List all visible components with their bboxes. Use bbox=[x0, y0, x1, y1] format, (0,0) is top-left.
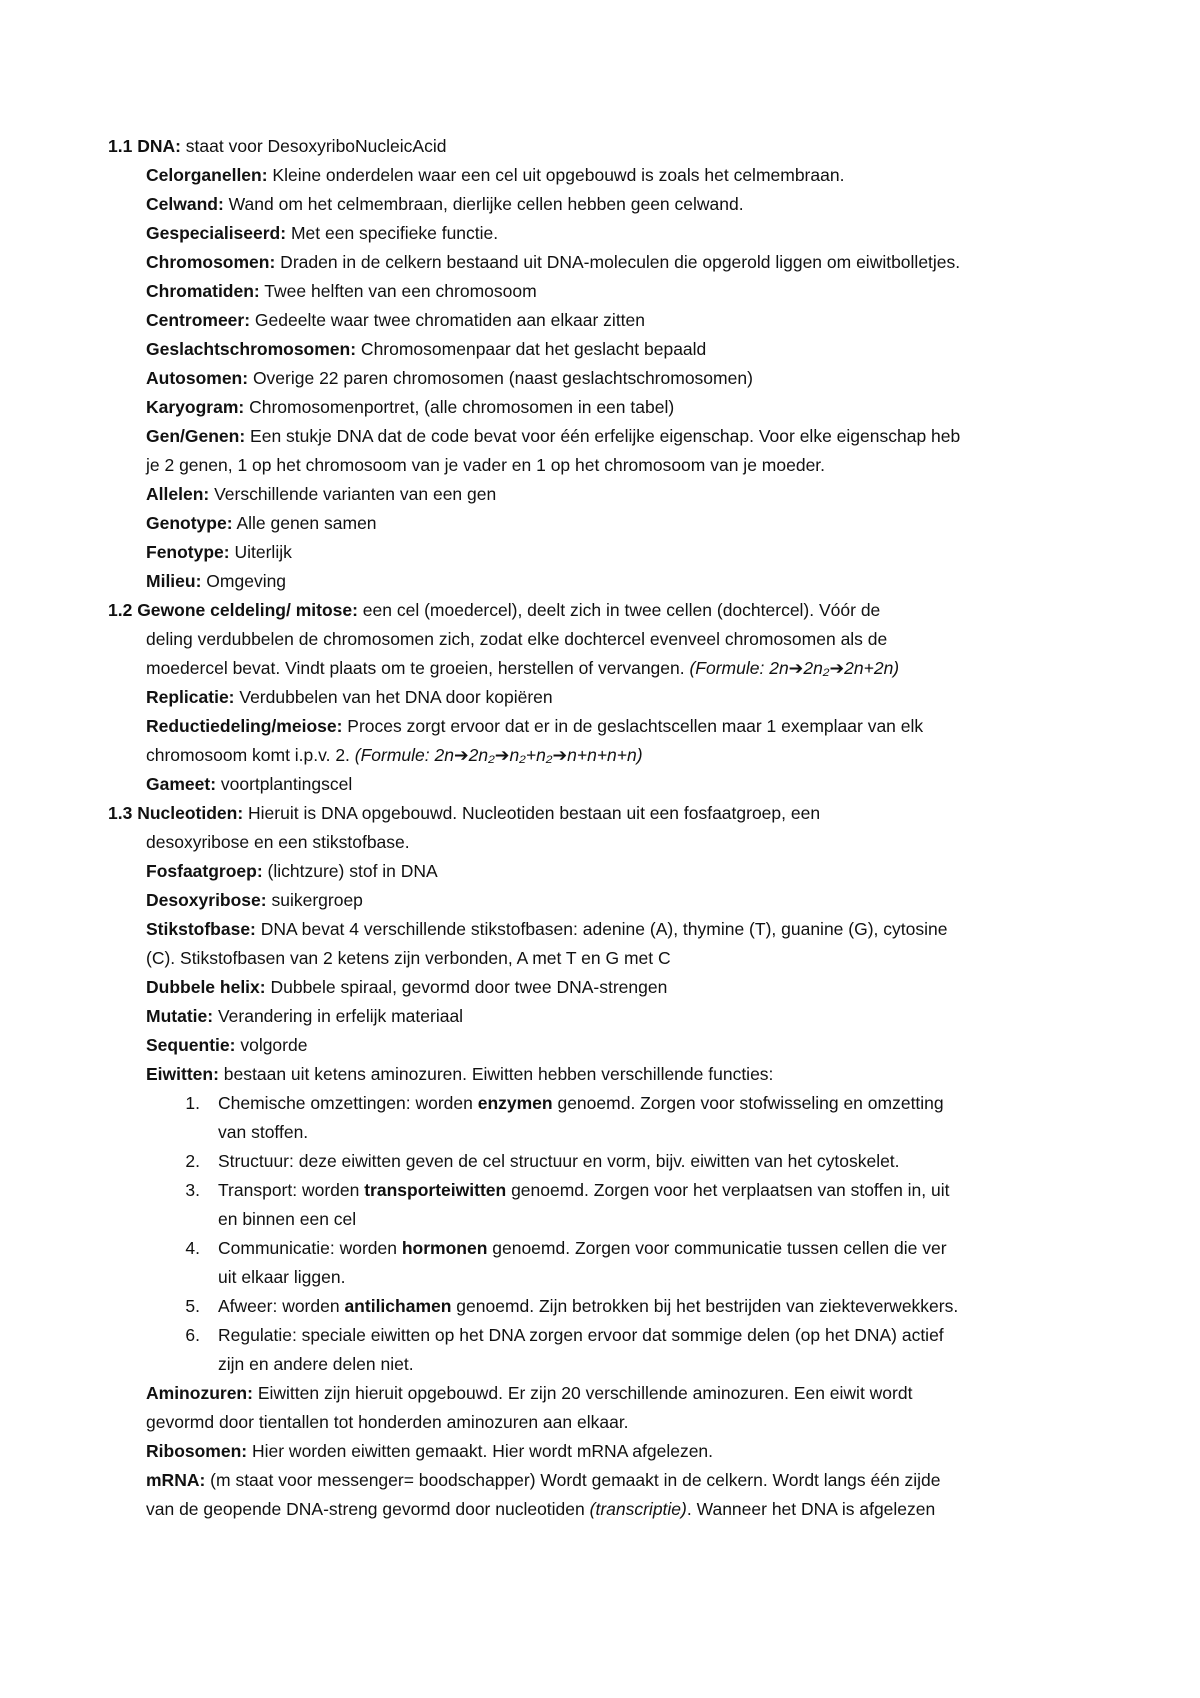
text-line bbox=[146, 974, 667, 1000]
list-number: 6. bbox=[185, 1325, 200, 1345]
list-number: 1. bbox=[185, 1093, 200, 1113]
bold-term: Geslachtschromosomen: bbox=[146, 339, 357, 359]
text-span: Omgeving bbox=[201, 571, 287, 591]
text-span: . Wanneer het DNA is afgelezen bbox=[686, 1499, 936, 1519]
bold-term: Sequentie: bbox=[146, 1035, 236, 1055]
text-line bbox=[146, 423, 960, 449]
text-span: Dubbele spiraal, gevormd door twee DNA-strengen bbox=[265, 977, 668, 997]
text-span: Chromosomenpaar dat het geslacht bepaald bbox=[356, 339, 707, 359]
text-span: deling verdubbelen de chromosomen zich, zodat elke dochtercel evenveel chromosomen als de bbox=[146, 629, 888, 649]
bold-term: 1.2 Gewone celdeling/ mitose: bbox=[108, 600, 358, 620]
text-span: suikergroep bbox=[266, 890, 363, 910]
bold-term: Genotype: bbox=[146, 513, 233, 533]
bold-term: Autosomen: bbox=[146, 368, 249, 388]
text-span: Kleine onderdelen waar een cel uit opgebouwd is zoals het celmembraan. bbox=[267, 165, 845, 185]
text-line bbox=[108, 597, 880, 623]
text-span: je 2 genen, 1 op het chromosoom van je vader en 1 op het chromosoom van je moeder. bbox=[146, 455, 826, 475]
text-span: voortplantingscel bbox=[216, 774, 353, 794]
text-line bbox=[146, 539, 292, 565]
text-span: Proces zorgt ervoor dat er in de geslachtscellen maar 1 exemplaar van elk bbox=[342, 716, 924, 736]
text-span: Draden in de celkern bestaand uit DNA-moleculen die opgerold liggen om eiwitbolletjes. bbox=[275, 252, 961, 272]
bold-term: Reductiedeling/meiose: bbox=[146, 716, 343, 736]
text-line bbox=[146, 1003, 463, 1029]
text-line bbox=[146, 829, 410, 855]
text-line bbox=[218, 1148, 900, 1174]
text-line bbox=[146, 336, 706, 362]
text-span: Hieruit is DNA opgebouwd. Nucleotiden bestaan uit een fosfaatgroep, een bbox=[243, 803, 821, 823]
text-span: Hier worden eiwitten gemaakt. Hier wordt mRNA afgelezen. bbox=[247, 1441, 714, 1461]
text-line bbox=[146, 945, 671, 971]
bold-term: hormonen bbox=[401, 1238, 488, 1258]
text-line bbox=[146, 684, 553, 710]
bold-term: Chromosomen: bbox=[146, 252, 276, 272]
text-line bbox=[146, 771, 352, 797]
text-span: gevormd door tientallen tot honderden aminozuren aan elkaar. bbox=[146, 1412, 629, 1432]
text-span: moedercel bevat. Vindt plaats om te groeien, herstellen of vervangen. bbox=[146, 658, 690, 678]
text-span: Chromosomenportret, (alle chromosomen in een tabel) bbox=[244, 397, 675, 417]
text-line bbox=[146, 1061, 773, 1087]
bold-term: Ribosomen: bbox=[146, 1441, 248, 1461]
bold-term: Stikstofbase: bbox=[146, 919, 256, 939]
text-line bbox=[108, 133, 446, 159]
bold-term: Allelen: bbox=[146, 484, 210, 504]
text-line bbox=[146, 481, 496, 507]
bold-term: Gameet: bbox=[146, 774, 217, 794]
text-line bbox=[146, 1380, 912, 1406]
text-span: Regulatie: speciale eiwitten op het DNA zorgen ervoor dat sommige delen (op het DNA) actief bbox=[218, 1325, 944, 1345]
bold-term: transporteiwitten bbox=[364, 1180, 507, 1200]
text-line bbox=[146, 887, 363, 913]
text-line bbox=[146, 1032, 307, 1058]
text-line bbox=[146, 278, 537, 304]
text-span: zijn en andere delen niet. bbox=[218, 1354, 414, 1374]
text-span: Twee helften van een chromosoom bbox=[259, 281, 537, 301]
italic-text: (Formule: 2n➔2n₂➔n₂+n₂➔n+n+n+n) bbox=[354, 745, 643, 765]
text-span: staat voor DesoxyriboNucleicAcid bbox=[180, 136, 447, 156]
text-line bbox=[218, 1177, 950, 1203]
bold-term: 1.3 Nucleotiden: bbox=[108, 803, 244, 823]
text-line bbox=[146, 1496, 935, 1522]
text-span: Verandering in erfelijk materiaal bbox=[213, 1006, 464, 1026]
text-line bbox=[146, 655, 899, 681]
text-line bbox=[218, 1090, 944, 1116]
bold-term: Chromatiden: bbox=[146, 281, 260, 301]
text-line bbox=[146, 742, 643, 768]
bold-term: enzymen bbox=[477, 1093, 553, 1113]
italic-text: (transcriptie) bbox=[589, 1499, 687, 1519]
text-line bbox=[146, 916, 947, 942]
bold-term: Fenotype: bbox=[146, 542, 230, 562]
bold-term: Celwand: bbox=[146, 194, 224, 214]
text-span: van de geopende DNA-streng gevormd door nucleotiden bbox=[146, 1499, 590, 1519]
text-line bbox=[146, 307, 645, 333]
text-span: genoemd. Zorgen voor het verplaatsen van stoffen in, uit bbox=[506, 1180, 950, 1200]
text-span: bestaan uit ketens aminozuren. Eiwitten hebben verschillende functies: bbox=[218, 1064, 774, 1084]
bold-term: Celorganellen: bbox=[146, 165, 268, 185]
bold-term: Desoxyribose: bbox=[146, 890, 267, 910]
text-line bbox=[218, 1322, 944, 1348]
text-line bbox=[146, 1467, 941, 1493]
bold-term: Dubbele helix: bbox=[146, 977, 266, 997]
text-line bbox=[146, 162, 844, 188]
text-line bbox=[146, 191, 744, 217]
text-line bbox=[146, 626, 887, 652]
text-span: Eiwitten zijn hieruit opgebouwd. Er zijn 20 verschillende aminozuren. Een eiwit wordt bbox=[252, 1383, 913, 1403]
bold-term: Aminozuren: bbox=[146, 1383, 253, 1403]
text-span: desoxyribose en een stikstofbase. bbox=[146, 832, 410, 852]
text-span: genoemd. Zijn betrokken bij het bestrijden van ziekteverwekkers. bbox=[451, 1296, 959, 1316]
text-line bbox=[146, 394, 674, 420]
bold-term: Karyogram: bbox=[146, 397, 245, 417]
text-span: Alle genen samen bbox=[232, 513, 377, 533]
text-line bbox=[108, 800, 820, 826]
text-span: Chemische omzettingen: worden bbox=[218, 1093, 478, 1113]
text-span: Overige 22 paren chromosomen (naast geslachtschromosomen) bbox=[248, 368, 753, 388]
text-span: en binnen een cel bbox=[218, 1209, 357, 1229]
text-line bbox=[146, 858, 438, 884]
text-span: DNA bevat 4 verschillende stikstofbasen: adenine (A), thymine (T), guanine (G), cytosine bbox=[255, 919, 948, 939]
italic-text: (Formule: 2n➔2n₂➔2n+2n) bbox=[689, 658, 900, 678]
bold-term: Milieu: bbox=[146, 571, 202, 591]
text-line bbox=[146, 713, 923, 739]
text-span: een cel (moedercel), deelt zich in twee cellen (dochtercel). Vóór de bbox=[357, 600, 881, 620]
text-span: Afweer: worden bbox=[218, 1296, 345, 1316]
bold-term: mRNA: bbox=[146, 1470, 206, 1490]
bold-term: Gen/Genen: bbox=[146, 426, 246, 446]
text-line bbox=[218, 1264, 345, 1290]
text-span: (m staat voor messenger= boodschapper) Wordt gemaakt in de celkern. Wordt langs één zijde bbox=[205, 1470, 941, 1490]
text-span: Verdubbelen van het DNA door kopiëren bbox=[234, 687, 553, 707]
text-span: Uiterlijk bbox=[229, 542, 292, 562]
text-span: genoemd. Zorgen voor stofwisseling en omzetting bbox=[552, 1093, 944, 1113]
bold-term: Eiwitten: bbox=[146, 1064, 219, 1084]
text-span: genoemd. Zorgen voor communicatie tussen cellen die ver bbox=[487, 1238, 947, 1258]
list-number: 2. bbox=[185, 1151, 200, 1171]
text-line bbox=[218, 1293, 958, 1319]
text-span: Structuur: deze eiwitten geven de cel structuur en vorm, bijv. eiwitten van het cytoskelet. bbox=[218, 1151, 900, 1171]
text-span: (C). Stikstofbasen van 2 ketens zijn verbonden, A met T en G met C bbox=[146, 948, 671, 968]
text-line bbox=[146, 1409, 629, 1435]
text-line bbox=[146, 510, 377, 536]
text-line bbox=[218, 1206, 356, 1232]
text-span: chromosoom komt i.p.v. 2. bbox=[146, 745, 355, 765]
text-span: Verschillende varianten van een gen bbox=[209, 484, 497, 504]
text-line bbox=[146, 365, 753, 391]
text-line bbox=[146, 220, 498, 246]
text-line bbox=[146, 249, 960, 275]
text-span: volgorde bbox=[235, 1035, 308, 1055]
text-span: van stoffen. bbox=[218, 1122, 309, 1142]
text-span: Gedeelte waar twee chromatiden aan elkaar zitten bbox=[250, 310, 646, 330]
text-span: Wand om het celmembraan, dierlijke cellen hebben geen celwand. bbox=[223, 194, 744, 214]
list-number: 4. bbox=[185, 1238, 200, 1258]
text-line bbox=[218, 1351, 414, 1377]
bold-term: Gespecialiseerd: bbox=[146, 223, 287, 243]
bold-term: Replicatie: bbox=[146, 687, 235, 707]
text-line bbox=[218, 1119, 308, 1145]
text-line bbox=[146, 568, 286, 594]
list-number: 3. bbox=[185, 1180, 200, 1200]
text-span: Communicatie: worden bbox=[218, 1238, 402, 1258]
bold-term: antilichamen bbox=[344, 1296, 452, 1316]
text-span: Met een specifieke functie. bbox=[286, 223, 499, 243]
bold-term: Fosfaatgroep: bbox=[146, 861, 263, 881]
bold-term: Mutatie: bbox=[146, 1006, 214, 1026]
text-span: Transport: worden bbox=[218, 1180, 365, 1200]
text-line bbox=[218, 1235, 947, 1261]
text-line bbox=[146, 452, 825, 478]
text-span: uit elkaar liggen. bbox=[218, 1267, 346, 1287]
text-span: Een stukje DNA dat de code bevat voor één erfelijke eigenschap. Voor elke eigenschap heb bbox=[245, 426, 961, 446]
list-number: 5. bbox=[185, 1296, 200, 1316]
text-span: (lichtzure) stof in DNA bbox=[262, 861, 438, 881]
text-line bbox=[146, 1438, 713, 1464]
bold-term: Centromeer: bbox=[146, 310, 251, 330]
bold-term: 1.1 DNA: bbox=[108, 136, 181, 156]
